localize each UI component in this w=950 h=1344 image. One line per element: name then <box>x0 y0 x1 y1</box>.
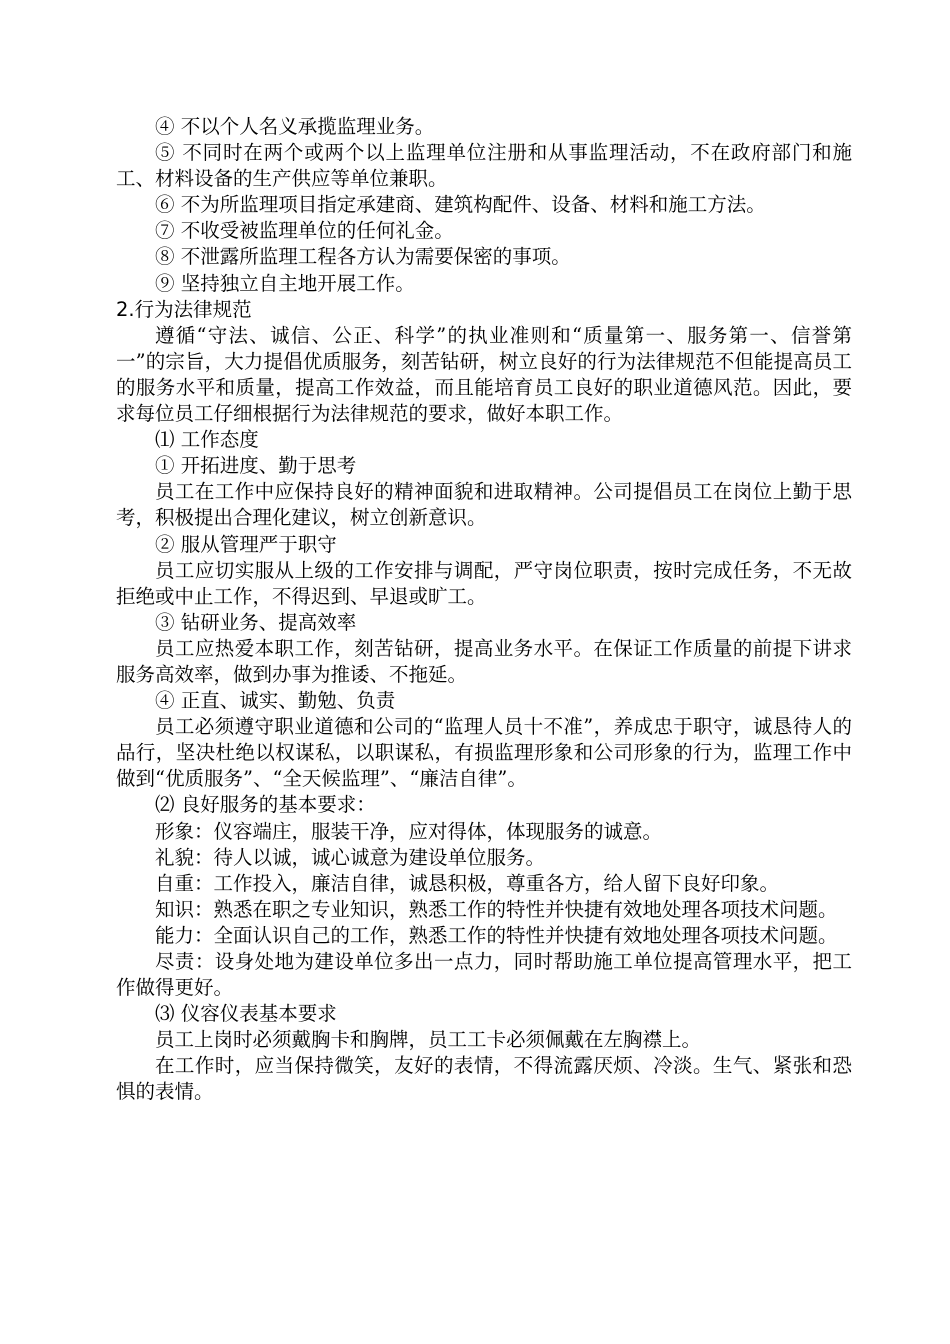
service-ability: 能力：全面认识自己的工作，熟悉工作的特性并快捷有效地处理各项技术问题。 <box>155 923 838 947</box>
attitude-item-2-text: 员工应切实服从上级的工作安排与调配，严守岗位职责，按时完成任务，不无故拒绝或中止工作，不得迟到、早退或旷工。 <box>116 558 852 608</box>
rule-item-6: ⑥ 不为所监理项目指定承建商、建筑构配件、设备、材料和施工方法。 <box>155 193 766 217</box>
attitude-item-4-text: 员工必须遵守职业道德和公司的“监理人员十不准”，养成忠于职守，诚恳待人的品行，坚决杜绝以权谋私，以职谋私，有损监理形象和公司形象的行为，监理工作中做到“优质服务”、“全天候监理”、“廉洁自律”。 <box>116 715 852 791</box>
subheading-appearance: ⑶ 仪容仪表基本要求 <box>155 1002 337 1026</box>
appearance-expression: 在工作时，应当保持微笑，友好的表情，不得流露厌烦、冷淡。生气、紧张和恐惧的表情。 <box>116 1054 852 1104</box>
rule-item-4: ④ 不以个人名义承揽监理业务。 <box>155 115 435 138</box>
section-heading-conduct: 2.行为法律规范 <box>116 297 252 321</box>
attitude-item-2-title: ② 服从管理严于职守 <box>155 532 337 556</box>
attitude-item-1-text: 员工在工作中应保持良好的精神面貌和进取精神。公司提倡员工在岗位上勤于思考，积极提出合理化建议，树立创新意识。 <box>116 480 852 530</box>
rule-item-7: ⑦ 不收受被监理单位的任何礼金。 <box>155 219 454 243</box>
service-knowledge: 知识：熟悉在职之专业知识，熟悉工作的特性并快捷有效地处理各项技术问题。 <box>155 897 838 921</box>
attitude-item-3-text: 员工应热爱本职工作，刻苦钻研，提高业务水平。在保证工作质量的前提下讲求服务高效率，做到办事为推诿、不拖延。 <box>116 636 852 686</box>
subheading-service-requirements: ⑵ 良好服务的基本要求： <box>155 793 376 817</box>
service-responsibility: 尽责：设身处地为建设单位多出一点力，同时帮助施工单位提高管理水平，把工作做得更好。 <box>116 950 852 1000</box>
attitude-item-4-title: ④ 正直、诚实、勤勉、负责 <box>155 689 396 713</box>
service-courtesy: 礼貌：待人以诚，诚心诚意为建设单位服务。 <box>155 845 546 869</box>
document-page <box>116 114 852 1106</box>
subheading-work-attitude: ⑴ 工作态度 <box>155 428 259 452</box>
attitude-item-3-title: ③ 钻研业务、提高效率 <box>155 610 357 634</box>
service-self-respect: 自重：工作投入，廉洁自律，诚恳积极，尊重各方，给人留下良好印象。 <box>155 871 780 895</box>
rule-item-9: ⑨ 坚持独立自主地开展工作。 <box>155 271 415 295</box>
appearance-badge: 员工上岗时必须戴胸卡和胸牌，员工工卡必须佩戴在左胸襟上。 <box>155 1028 702 1052</box>
rule-item-8: ⑧ 不泄露所监理工程各方认为需要保密的事项。 <box>155 245 571 269</box>
rule-item-5: ⑤ 不同时在两个或两个以上监理单位注册和从事监理活动，不在政府部门和施工、材料设备的生产供应等单位兼职。 <box>116 141 852 191</box>
service-image: 形象：仪容端庄，服装干净，应对得体，体现服务的诚意。 <box>155 819 663 843</box>
attitude-item-1-title: ① 开拓进度、勤于思考 <box>155 454 357 478</box>
intro-paragraph: 遵循“守法、诚信、公正、科学”的执业准则和“质量第一、服务第一、信誉第一”的宗旨，大力提倡优质服务，刻苦钻研，树立良好的行为法律规范不但能提高员工的服务水平和质量，提高工作效益，而且能培育员工良好的职业道德风范。因此，要求每位员工仔细根据行为法律规范的要求，做好本职工作。 <box>116 323 852 426</box>
